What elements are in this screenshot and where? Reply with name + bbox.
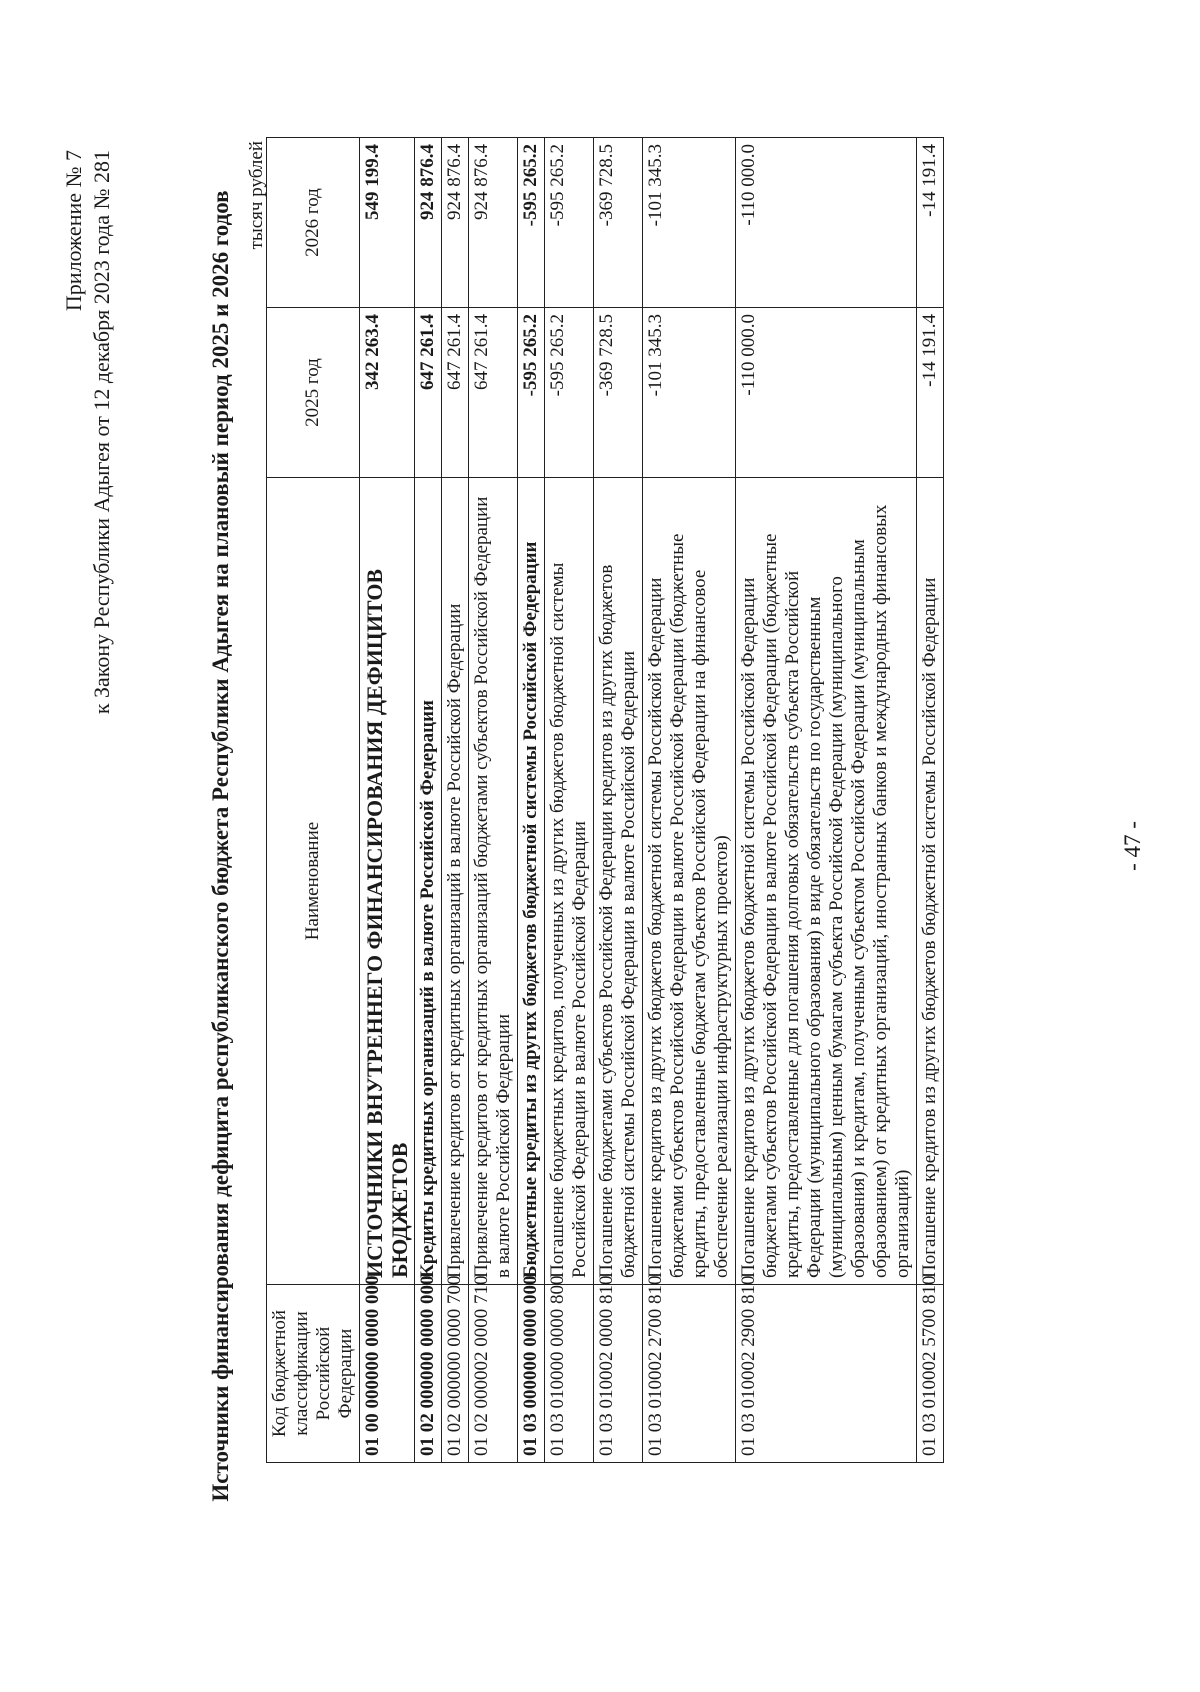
header-2025: 2025 год bbox=[267, 308, 360, 478]
row-value-2025: -595 265.2 bbox=[545, 308, 594, 478]
row-code: 01 00 000000 0000 000 bbox=[360, 1285, 415, 1463]
row-name: ИСТОЧНИКИ ВНУТРЕННЕГО ФИНАНСИРОВАНИЯ ДЕФИЦИТОВ БЮДЖЕТОВ bbox=[360, 478, 415, 1285]
row-value-2026: -369 728.5 bbox=[594, 138, 643, 308]
page-number: - 47 - bbox=[1120, 821, 1145, 871]
row-value-2026: -110 000.0 bbox=[736, 138, 917, 308]
row-value-2026: -14 191.4 bbox=[917, 138, 944, 308]
row-code: 01 03 000000 0000 000 bbox=[518, 1285, 545, 1463]
table-row bbox=[469, 138, 518, 1463]
appendix-law-reference: к Закону Республики Адыгея от 12 декабря 2023 года № 281 bbox=[89, 150, 114, 715]
row-code: 01 02 000002 0000 710 bbox=[469, 1285, 518, 1463]
row-value-2025: -110 000.0 bbox=[736, 308, 917, 478]
row-code: 01 03 010002 5700 810 bbox=[917, 1285, 944, 1463]
row-code: 01 03 010000 0000 800 bbox=[545, 1285, 594, 1463]
row-value-2026: 924 876.4 bbox=[442, 138, 469, 308]
row-value-2026: -101 345.3 bbox=[643, 138, 736, 308]
appendix-header bbox=[60, 150, 116, 714]
row-value-2026: 924 876.4 bbox=[469, 138, 518, 308]
row-value-2025: -595 265.2 bbox=[518, 308, 545, 478]
row-value-2026: 924 876.4 bbox=[415, 138, 442, 308]
row-name: Привлечение кредитов от кредитных организаций в валюте Российской Федерации bbox=[442, 478, 469, 1285]
table-row bbox=[917, 138, 944, 1463]
row-value-2025: -369 728.5 bbox=[594, 308, 643, 478]
row-value-2025: 342 263.4 bbox=[360, 308, 415, 478]
row-name: Погашение кредитов из других бюджетов бюджетной системы Российской Федерации бюджетами субъектов Российской Федерации в валюте Российской Федерации (бюджетные кредиты, предоставленные для погашения долговых обязательств субъекта Российской Федерации (муниципального образования) в виде обязательств по государственным (муниципальным) ценным бумагам субъекта Российской Федерации (муниципального образования) и кредитам, полученным субъектом Российской Федерации (муниципальным образованием) от кредитных организаций, иностранных банков и международных финансовых организаций) bbox=[736, 478, 917, 1285]
row-code: 01 02 000000 0000 700 bbox=[442, 1285, 469, 1463]
table-row bbox=[736, 138, 917, 1463]
table-row bbox=[518, 138, 545, 1463]
table-row bbox=[415, 138, 442, 1463]
document-title: Источники финансирования дефицита республиканского бюджета Республики Адыгея на плановый период 2025 и 2026 годов bbox=[208, 190, 233, 1502]
header-code: Код бюджетной классификации Российской Федерации bbox=[267, 1285, 360, 1463]
row-code: 01 02 000000 0000 000 bbox=[415, 1285, 442, 1463]
row-code: 01 03 010002 2700 810 bbox=[643, 1285, 736, 1463]
row-value-2025: -14 191.4 bbox=[917, 308, 944, 478]
row-name: Кредиты кредитных организаций в валюте Российской Федерации bbox=[415, 478, 442, 1285]
row-name: Привлечение кредитов от кредитных организаций бюджетами субъектов Российской Федерации в валюте Российской Федерации bbox=[469, 478, 518, 1285]
row-value-2026: -595 265.2 bbox=[545, 138, 594, 308]
units-label: тысяч рублей bbox=[246, 141, 267, 250]
table-row bbox=[360, 138, 415, 1463]
row-value-2025: 647 261.4 bbox=[469, 308, 518, 478]
row-value-2026: -595 265.2 bbox=[518, 138, 545, 308]
row-value-2026: 549 199.4 bbox=[360, 138, 415, 308]
financing-sources-table bbox=[266, 137, 944, 1463]
table-header-row bbox=[267, 138, 360, 1463]
row-name: Погашение кредитов из других бюджетов бюджетной системы Российской Федерации бюджетами субъектов Российской Федерации в валюте Российской Федерации (бюджетные кредиты, предоставленные бюджетам субъектов Российской Федерации на финансовое обеспечение реализации инфраструктурных проектов) bbox=[643, 478, 736, 1285]
row-name: Бюджетные кредиты из других бюджетов бюджетной системы Российской Федерации bbox=[518, 478, 545, 1285]
row-value-2025: -101 345.3 bbox=[643, 308, 736, 478]
appendix-number: Приложение № 7 bbox=[61, 150, 86, 312]
table-row bbox=[442, 138, 469, 1463]
row-value-2025: 647 261.4 bbox=[442, 308, 469, 478]
header-name: Наименование bbox=[267, 478, 360, 1285]
table-row bbox=[643, 138, 736, 1463]
row-code: 01 03 010002 2900 810 bbox=[736, 1285, 917, 1463]
header-2026: 2026 год bbox=[267, 138, 360, 308]
row-name: Погашение кредитов из других бюджетов бюджетной системы Российской Федерации bbox=[917, 478, 944, 1285]
row-code: 01 03 010002 0000 810 bbox=[594, 1285, 643, 1463]
row-name: Погашение бюджетами субъектов Российской Федерации кредитов из других бюджетов бюджетной системы Российской Федерации в валюте Российской Федерации bbox=[594, 478, 643, 1285]
table-row bbox=[594, 138, 643, 1463]
row-value-2025: 647 261.4 bbox=[415, 308, 442, 478]
row-name: Погашение бюджетных кредитов, полученных из других бюджетов бюджетной системы Российской Федерации в валюте Российской Федерации bbox=[545, 478, 594, 1285]
table-row bbox=[545, 138, 594, 1463]
